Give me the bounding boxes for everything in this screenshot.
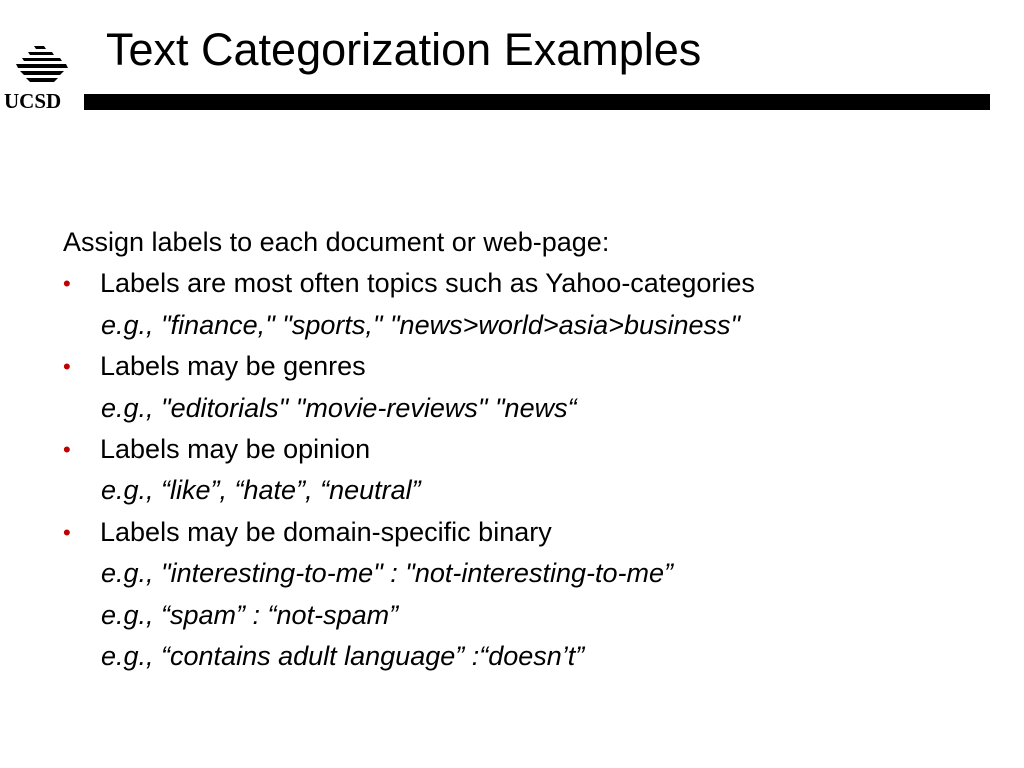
- example-line: e.g., “like”, “hate”, “neutral”: [101, 475, 421, 506]
- example-line: e.g., "editorials" "movie-reviews" "news“: [101, 392, 577, 423]
- bullet-text: Labels are most often topics such as Yahoo-categories: [100, 268, 755, 299]
- bullet-item-binary: [63, 512, 993, 553]
- bullet-icon: •: [63, 519, 71, 545]
- ucsd-wordmark: UCSD: [4, 89, 62, 113]
- bullet-item-opinion: [63, 429, 993, 470]
- intro-text: Assign labels to each document or web-page:: [63, 227, 610, 257]
- bullet-icon: •: [63, 354, 71, 380]
- page-title: Text Categorization Examples: [106, 24, 702, 75]
- bullet-text: Labels may be opinion: [100, 434, 371, 465]
- bullet-item-topics: [63, 263, 993, 304]
- bullet-item-genres: [63, 346, 993, 387]
- example-line: e.g., “spam” : “not-spam”: [101, 599, 399, 630]
- ucsd-logo: [4, 44, 80, 114]
- example-line: e.g., "finance," "sports," "news>world>asia>business": [101, 309, 741, 340]
- ucsd-trident-icon: [10, 44, 74, 90]
- bullet-icon: •: [63, 437, 71, 463]
- title-rule: [84, 94, 990, 110]
- example-line: e.g., “contains adult language” :“doesn’t”: [101, 641, 585, 672]
- slide-body: [63, 222, 993, 677]
- example-line: e.g., "interesting-to-me" : "not-interesting-to-me”: [101, 558, 673, 589]
- bullet-text: Labels may be domain-specific binary: [100, 516, 552, 547]
- bullet-icon: •: [63, 271, 71, 297]
- bullet-text: Labels may be genres: [100, 351, 366, 382]
